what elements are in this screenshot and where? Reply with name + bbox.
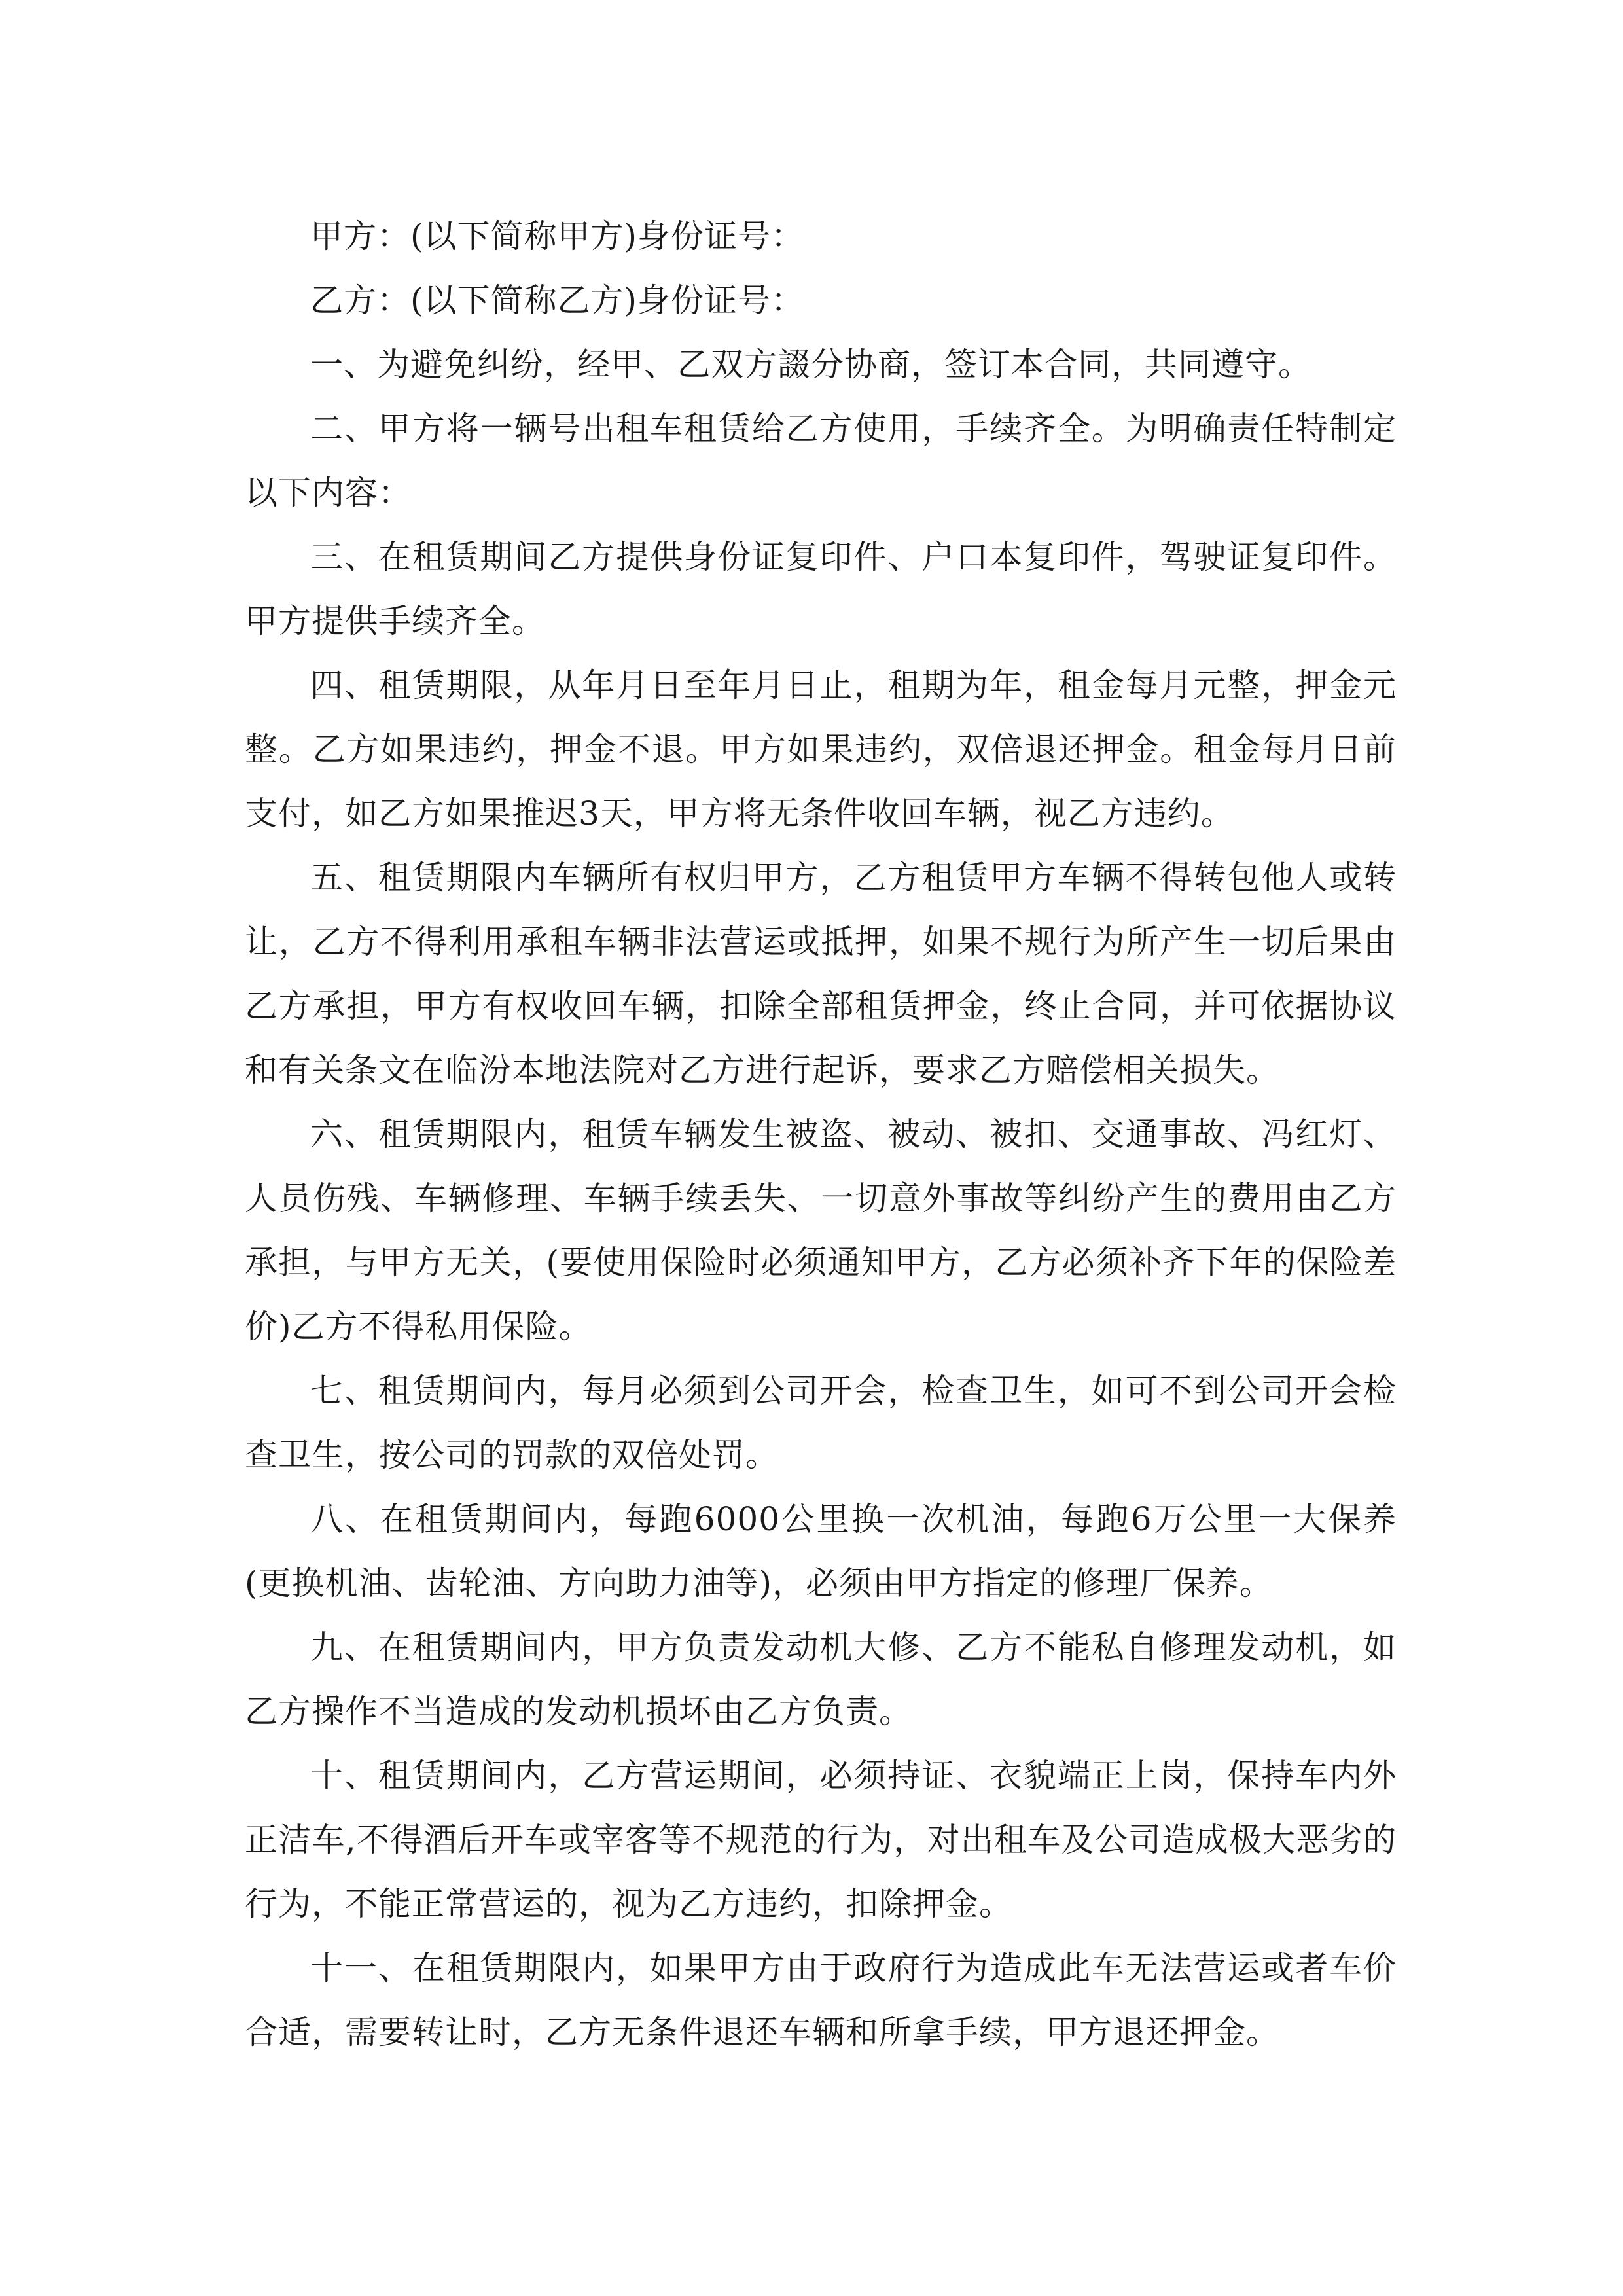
clause-8: 八、在租赁期间内，每跑6000公里换一次机油，每跑6万公里一大保养(更换机油、齿轮油、方向助力油等)，必须由甲方指定的修理厂保养。 xyxy=(245,1500,1397,1602)
clause-1: 一、为避免纠纷，经甲、乙双方諁分协商，签订本合同，共同遵守。 xyxy=(310,346,1311,384)
party-a-line: 甲方：(以下简称甲方)身份证号： xyxy=(310,217,805,255)
party-b-line: 乙方：(以下简称乙方)身份证号： xyxy=(310,281,805,319)
clause-4: 四、租赁期限，从年月日至年月日止，租期为年，租金每月元整，押金元整。乙方如果违约，押金不退。甲方如果违约，双倍退还押金。租金每月日前支付，如乙方如果推迟3天，甲方将无条件收回车辆，视乙方违约。 xyxy=(245,666,1397,833)
clause-7: 七、租赁期间内，每月必须到公司开会，检查卫生，如可不到公司开会检查卫生，按公司的罚款的双倍处罚。 xyxy=(245,1372,1397,1474)
clause-10: 十、租赁期间内，乙方营运期间，必须持证、衣貌端正上岗，保持车内外正洁车,不得酒后开车或宰客等不规范的行为，对出租车及公司造成极大恶劣的行为，不能正常营运的，视为乙方违约，扣除押金。 xyxy=(245,1757,1397,1923)
contract-body xyxy=(245,204,1397,2064)
clause-2: 二、甲方将一辆号出租车租赁给乙方使用，手续齐全。为明确责任特制定以下内容： xyxy=(245,410,1397,512)
clause-3: 三、在租赁期间乙方提供身份证复印件、户口本复印件，驾驶证复印件。甲方提供手续齐全。 xyxy=(245,538,1397,640)
clause-6: 六、租赁期限内，租赁车辆发生被盗、被动、被扣、交通事故、冯红灯、人员伤残、车辆修理、车辆手续丢失、一切意外事故等纠纷产生的费用由乙方承担，与甲方无关，(要使用保险时必须通知甲方，乙方必须补齐下年的保险差价)乙方不得私用保险。 xyxy=(245,1115,1397,1346)
clause-9: 九、在租赁期间内，甲方负责发动机大修、乙方不能私自修理发动机，如乙方操作不当造成的发动机损坏由乙方负责。 xyxy=(245,1628,1397,1731)
clause-5: 五、租赁期限内车辆所有权归甲方，乙方租赁甲方车辆不得转包他人或转让，乙方不得利用承租车辆非法营运或抵押，如果不规行为所产生一切后果由乙方承担，甲方有权收回车辆，扣除全部租赁押金，终止合同，并可依据协议和有关条文在临汾本地法院对乙方进行起诉，要求乙方赔偿相关损失。 xyxy=(245,859,1397,1089)
clause-11: 十一、在租赁期限内，如果甲方由于政府行为造成此车无法营运或者车价合适，需要转让时，乙方无条件退还车辆和所拿手续，甲方退还押金。 xyxy=(245,1949,1397,2051)
